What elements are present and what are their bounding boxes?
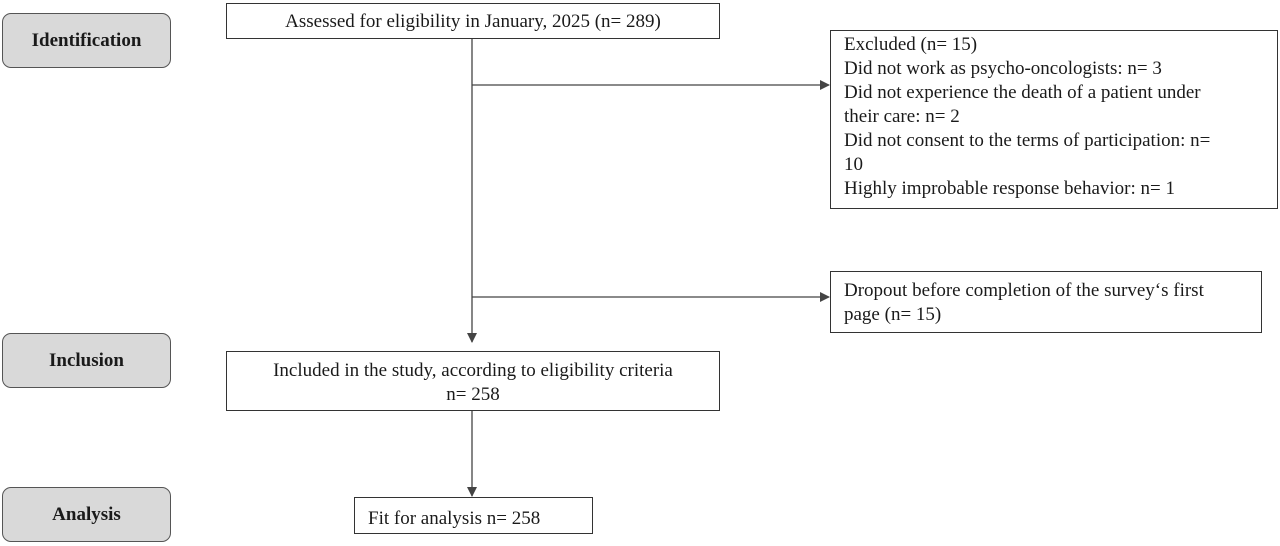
excluded-line: Did not experience the death of a patient under bbox=[844, 82, 1201, 103]
stage-inclusion: Inclusion bbox=[2, 333, 171, 388]
excluded-line: Excluded (n= 15) bbox=[844, 34, 978, 55]
excluded-line: their care: n= 2 bbox=[844, 106, 960, 127]
included-line: n= 258 bbox=[446, 384, 500, 405]
dropout-box bbox=[830, 271, 1262, 333]
dropout-line: Dropout before completion of the survey‘s first bbox=[844, 280, 1204, 301]
excluded-line: Did not consent to the terms of participation: n= bbox=[844, 130, 1211, 151]
included-box bbox=[226, 351, 720, 411]
excluded-box bbox=[830, 30, 1278, 209]
excluded-line: Did not work as psycho-oncologists: n= 3 bbox=[844, 58, 1162, 79]
stage-analysis: Analysis bbox=[2, 487, 171, 542]
dropout-line: page (n= 15) bbox=[844, 304, 942, 325]
analysis-box bbox=[354, 497, 593, 534]
excluded-line: 10 bbox=[844, 154, 863, 175]
stage-identification: Identification bbox=[2, 13, 171, 68]
included-line: Included in the study, according to eligibility criteria bbox=[273, 360, 673, 381]
assessed-text: Assessed for eligibility in January, 2025 (n= 289) bbox=[285, 11, 661, 32]
excluded-line: Highly improbable response behavior: n= 1 bbox=[844, 178, 1176, 199]
analysis-text: Fit for analysis n= 258 bbox=[368, 508, 541, 529]
assessed-box bbox=[226, 3, 720, 39]
